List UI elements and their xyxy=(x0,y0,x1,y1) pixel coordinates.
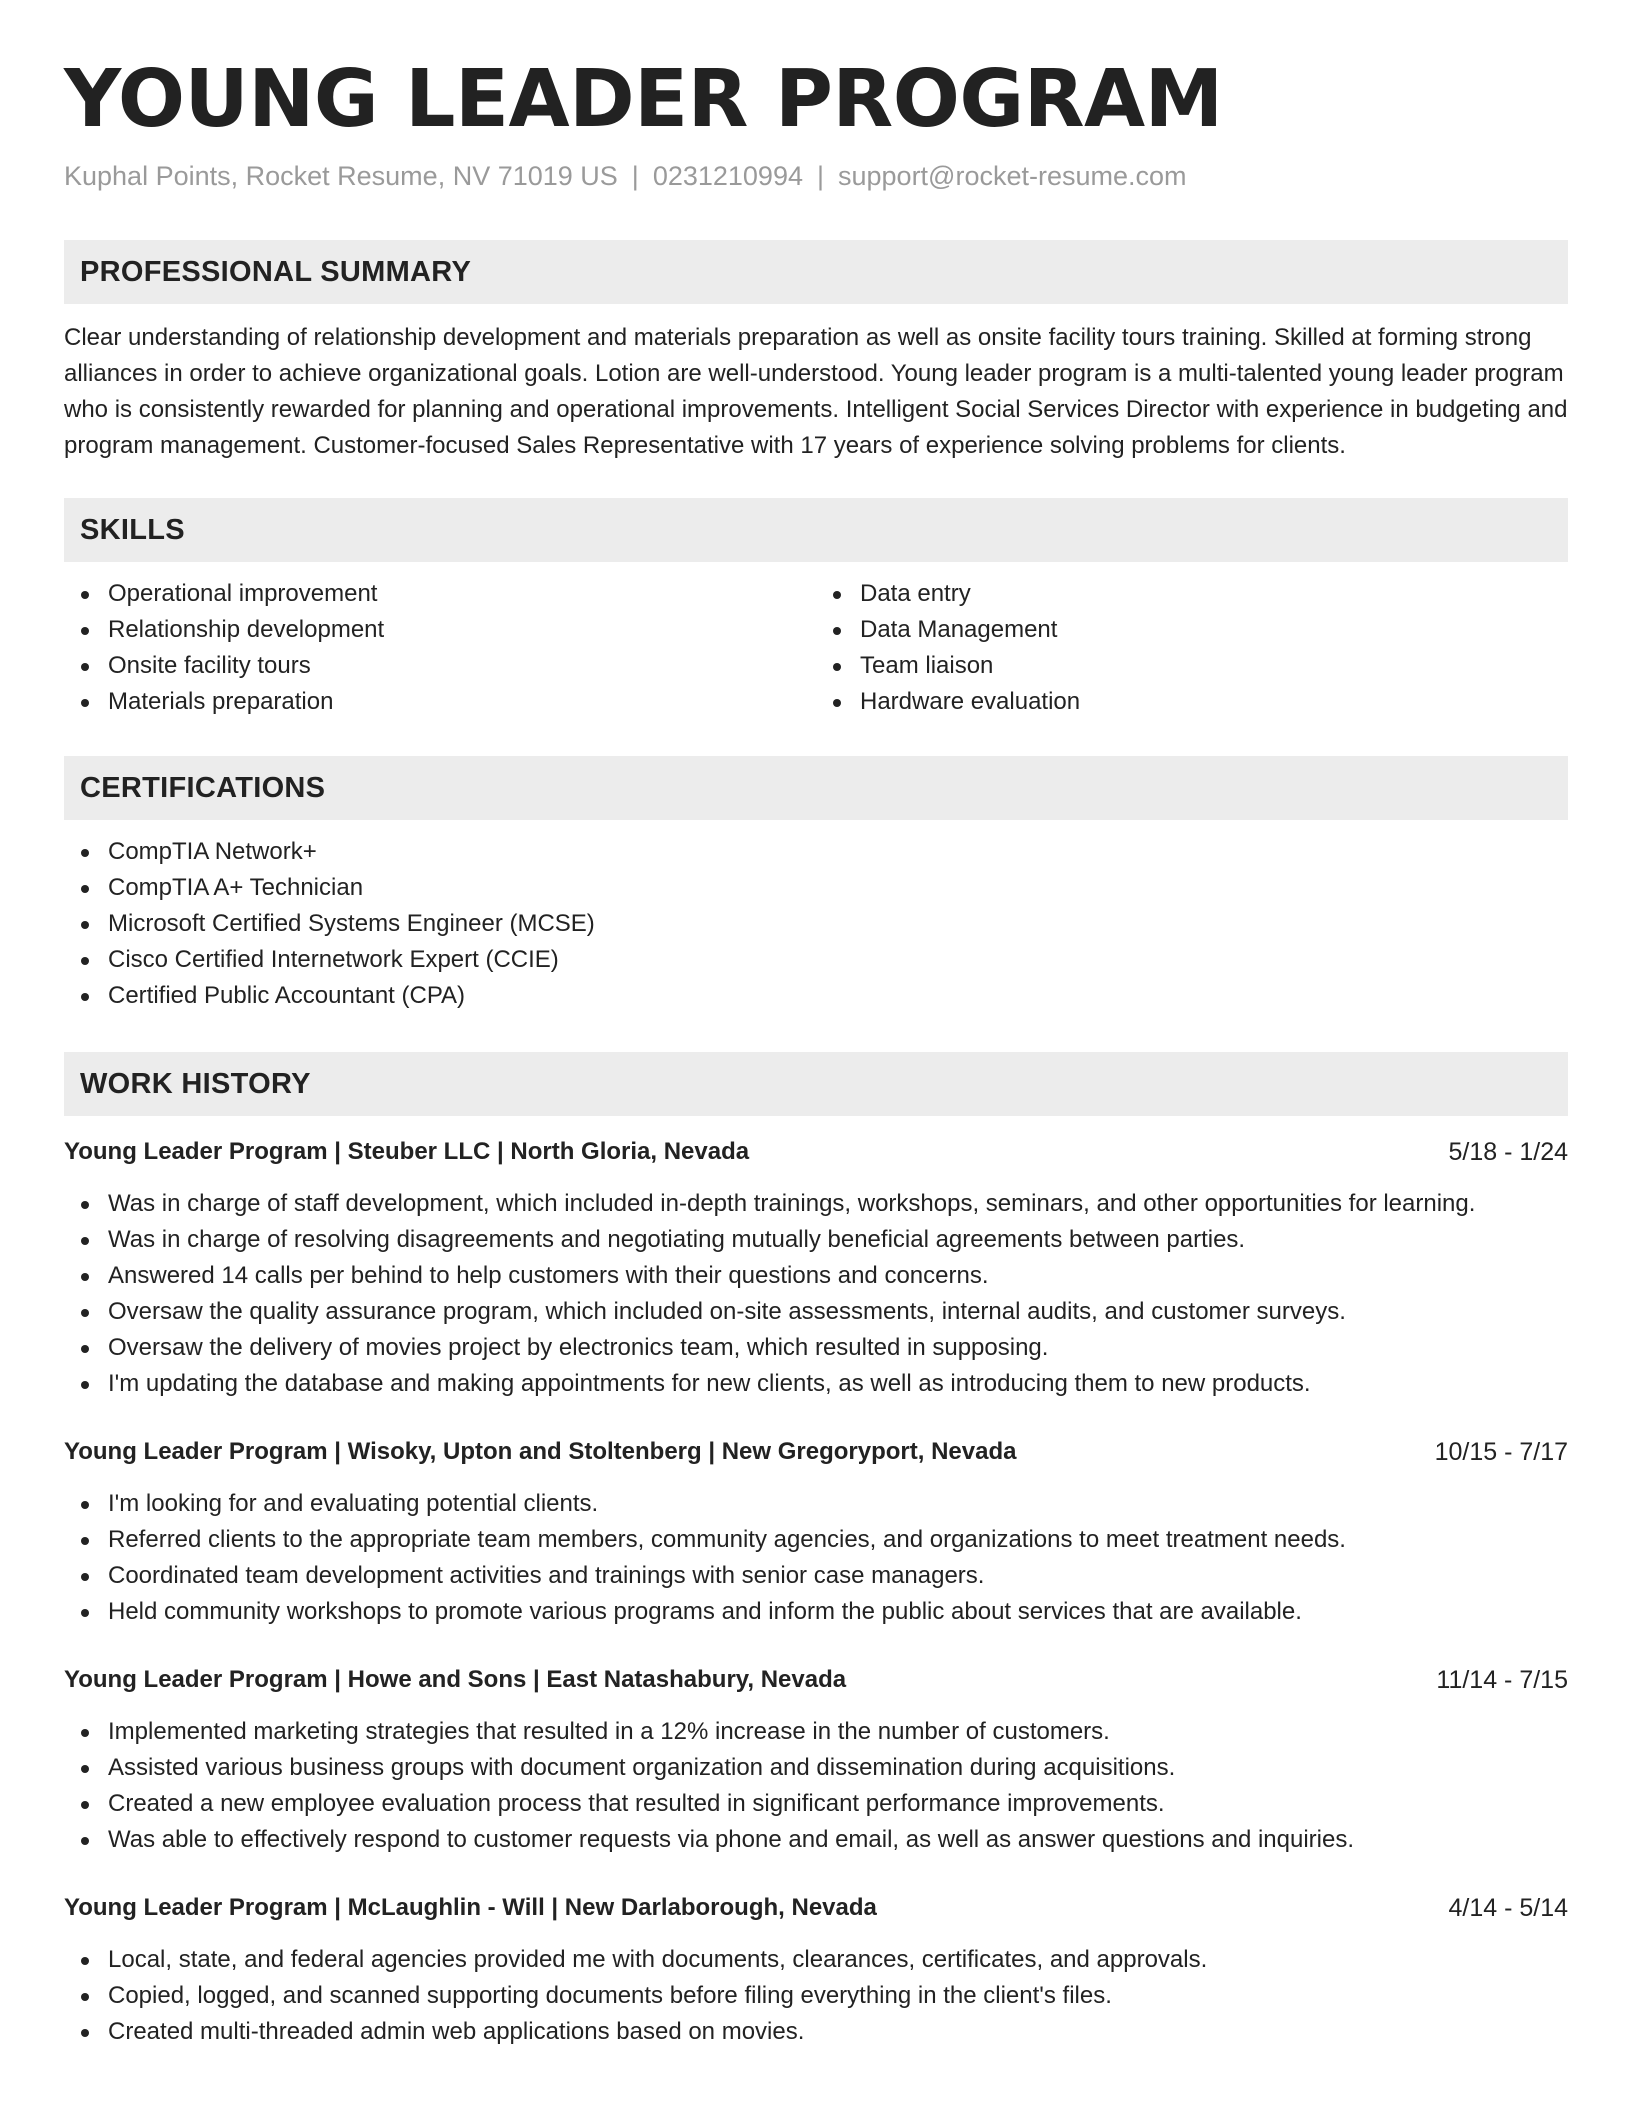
contact-phone: 0231210994 xyxy=(652,161,803,191)
job-bullet: Coordinated team development activities and trainings with senior case managers. xyxy=(64,1558,1568,1594)
job-dates: 4/14 - 5/14 xyxy=(1448,1894,1568,1922)
skills-column-right xyxy=(816,576,1568,720)
job-bullet: Oversaw the quality assurance program, which included on-site assessments, internal audits, and customer surveys. xyxy=(64,1294,1568,1330)
job-dates: 11/14 - 7/15 xyxy=(1436,1666,1568,1694)
job-bullets xyxy=(64,1714,1568,1858)
job-bullet: Answered 14 calls per behind to help customers with their questions and concerns. xyxy=(64,1258,1568,1294)
job-bullet: Created multi-threaded admin web applications based on movies. xyxy=(64,2014,1568,2050)
job-bullet: Referred clients to the appropriate team members, community agencies, and organizations to meet treatment needs. xyxy=(64,1522,1568,1558)
job-bullet: Was in charge of staff development, which included in-depth trainings, workshops, seminars, and other opportunities for learning. xyxy=(64,1186,1568,1222)
candidate-name: YOUNG LEADER PROGRAM xyxy=(64,53,1223,145)
certification-item: CompTIA A+ Technician xyxy=(64,870,1568,906)
job-title: Young Leader Program | Howe and Sons | East Natashabury, Nevada xyxy=(64,1666,847,1693)
skill-item: Operational improvement xyxy=(64,576,816,612)
section-header-skills: SKILLS xyxy=(64,498,1568,562)
job-bullet: Copied, logged, and scanned supporting documents before filing everything in the client's files. xyxy=(64,1978,1568,2014)
certification-item: Cisco Certified Internetwork Expert (CCIE) xyxy=(64,942,1568,978)
job-entry xyxy=(64,1134,1568,1402)
contact-separator: | xyxy=(631,161,639,191)
job-bullets xyxy=(64,1942,1568,2050)
job-bullet: Was in charge of resolving disagreements and negotiating mutually beneficial agreements between parties. xyxy=(64,1222,1568,1258)
skills-column-left xyxy=(64,576,816,720)
skill-item: Team liaison xyxy=(816,648,1568,684)
job-bullet: Local, state, and federal agencies provided me with documents, clearances, certificates, and approvals. xyxy=(64,1942,1568,1978)
job-bullet: I'm looking for and evaluating potential clients. xyxy=(64,1486,1568,1522)
job-title: Young Leader Program | Wisoky, Upton and Stoltenberg | New Gregoryport, Nevada xyxy=(64,1438,1017,1465)
job-bullet: Assisted various business groups with document organization and dissemination during acquisitions. xyxy=(64,1750,1568,1786)
job-bullet: Oversaw the delivery of movies project by electronics team, which resulted in supposing. xyxy=(64,1330,1568,1366)
job-entry xyxy=(64,1890,1568,2050)
section-header-work-history: WORK HISTORY xyxy=(64,1052,1568,1116)
job-bullets xyxy=(64,1186,1568,1402)
section-header-summary: PROFESSIONAL SUMMARY xyxy=(64,240,1568,304)
job-bullet: Held community workshops to promote various programs and inform the public about services that are available. xyxy=(64,1594,1568,1630)
skills-list xyxy=(64,576,1568,720)
certifications-list xyxy=(64,834,1568,1014)
job-bullets xyxy=(64,1486,1568,1630)
job-title: Young Leader Program | Steuber LLC | North Gloria, Nevada xyxy=(64,1138,750,1165)
job-bullet: Was able to effectively respond to customer requests via phone and email, as well as answer questions and inquiries. xyxy=(64,1822,1568,1858)
skill-item: Data entry xyxy=(816,576,1568,612)
skill-item: Materials preparation xyxy=(64,684,816,720)
job-bullet: Created a new employee evaluation process that resulted in significant performance improvements. xyxy=(64,1786,1568,1822)
certification-item: Certified Public Accountant (CPA) xyxy=(64,978,1568,1014)
job-header xyxy=(64,1662,1568,1698)
job-dates: 10/15 - 7/17 xyxy=(1434,1438,1568,1466)
skill-item: Data Management xyxy=(816,612,1568,648)
job-header xyxy=(64,1434,1568,1470)
job-entry xyxy=(64,1662,1568,1858)
certification-item: CompTIA Network+ xyxy=(64,834,1568,870)
contact-email: support@rocket-resume.com xyxy=(838,161,1187,191)
summary-text: Clear understanding of relationship development and materials preparation as well as onsite facility tours training. Skilled at forming strong alliances in order to achieve organizational goals. Lotion are well-understood. Young leader program is a multi-talented young leader program who is consistently rewarded for planning and operational improvements. Intelligent Social Services Director with experience in budgeting and program management. Customer-focused Sales Representative with 17 years of experience solving problems for clients. xyxy=(64,324,1568,459)
job-title: Young Leader Program | McLaughlin - Will | New Darlaborough, Nevada xyxy=(64,1894,877,1921)
section-header-certifications: CERTIFICATIONS xyxy=(64,756,1568,820)
job-header xyxy=(64,1134,1568,1170)
contact-address: Kuphal Points, Rocket Resume, NV 71019 US xyxy=(64,161,618,191)
job-header xyxy=(64,1890,1568,1926)
skill-item: Hardware evaluation xyxy=(816,684,1568,720)
contact-separator: | xyxy=(816,161,824,191)
certification-item: Microsoft Certified Systems Engineer (MCSE) xyxy=(64,906,1568,942)
skill-item: Onsite facility tours xyxy=(64,648,816,684)
contact-line xyxy=(64,161,1568,192)
job-bullet: I'm updating the database and making appointments for new clients, as well as introducing them to new products. xyxy=(64,1366,1568,1402)
job-dates: 5/18 - 1/24 xyxy=(1448,1138,1568,1166)
job-bullet: Implemented marketing strategies that resulted in a 12% increase in the number of customers. xyxy=(64,1714,1568,1750)
job-entry xyxy=(64,1434,1568,1630)
skill-item: Relationship development xyxy=(64,612,816,648)
